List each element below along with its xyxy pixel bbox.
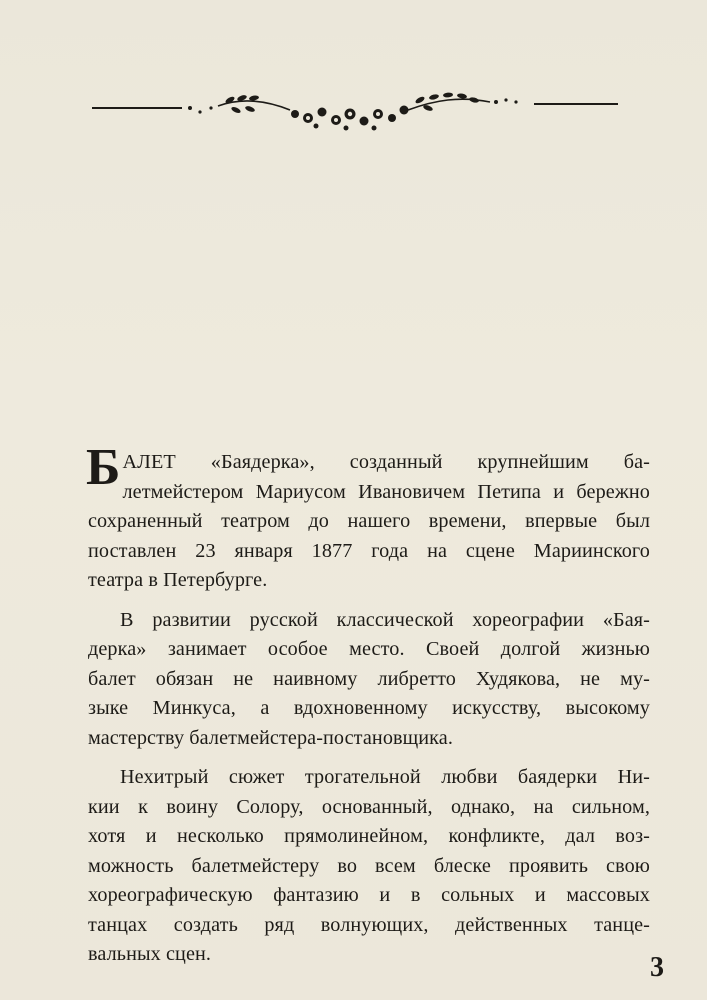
text-line: можность балетмейстеру во всем блеске проявить свою [88, 854, 650, 877]
text-line: дерка» занимает особое место. Своей долгой жизнью [88, 638, 650, 660]
floral-divider-icon [90, 88, 620, 132]
paragraph [88, 763, 650, 970]
text-line: В развитии русской классической хореографии «Бая- [120, 608, 650, 631]
drop-cap: Б [86, 439, 121, 496]
paragraph [86, 439, 650, 596]
text-line: балет обязан не наивному либретто Худякова, не му- [88, 667, 650, 690]
text-line: поставлен 23 января 1877 года на сцене Мариинского [88, 539, 650, 562]
text-line: зыке Минкуса, а вдохновенному искусству, высокому [88, 697, 650, 719]
page-number: 3 [650, 952, 664, 983]
text-line: танцах создать ряд волнующих, действенных танце- [88, 913, 650, 936]
text-line: хореографическую фантазию и в сольных и массовых [88, 884, 650, 906]
text-line: театра в Петербурге. [88, 569, 268, 591]
text-line: сохраненный театром до нашего времени, впервые был [88, 510, 650, 532]
main-text [86, 439, 650, 970]
text-line: АЛЕТ «Баядерка», созданный крупнейшим ба- [122, 451, 650, 473]
text-line: хотя и несколько прямолинейном, конфликте, дал воз- [88, 825, 650, 847]
text-line: вальных сцен. [88, 943, 212, 965]
text-line: летмейстером Мариусом Ивановичем Петипа и бережно [122, 480, 650, 503]
paragraph [88, 606, 650, 754]
text-line: Нехитрый сюжет трогательной любви баядерки Ни- [120, 766, 650, 788]
text-line: кии к воину Солору, основанный, однако, на сильном, [88, 795, 650, 818]
text-line: мастерству балетмейстера-постановщика. [88, 726, 453, 749]
